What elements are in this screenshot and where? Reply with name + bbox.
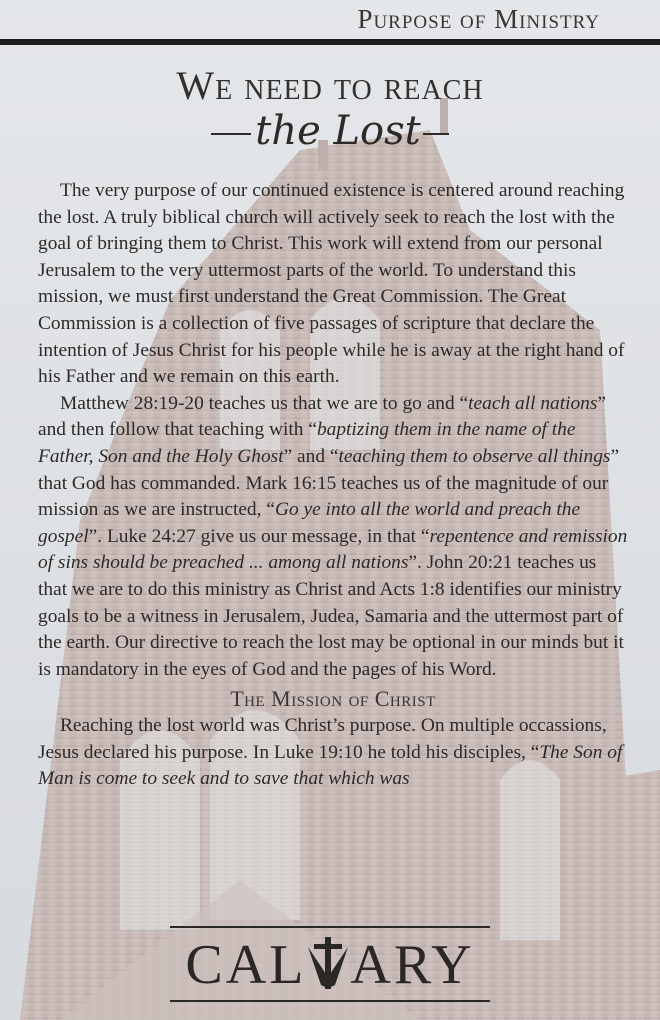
scripture-quote: Go ye into all the world and preach the gospel — [38, 499, 581, 547]
main-title: We need to reach — [176, 63, 484, 108]
calvary-logo — [170, 926, 490, 1006]
logo-rule-top — [170, 926, 490, 928]
paragraph-mission — [38, 713, 628, 793]
script-flourish-right — [423, 133, 449, 135]
text-run: ”. Luke 24:27 give us our message, in that “ — [88, 525, 430, 547]
scripture-quote: teaching them to observe all things — [338, 445, 611, 467]
header-rule — [0, 39, 660, 45]
paragraph-commission — [38, 391, 628, 684]
scripture-quote: The Son of Man is come to seek and to save that which was — [38, 741, 623, 790]
body-text — [38, 178, 628, 793]
paragraph-intro: The very purpose of our continued existence is centered around reaching the lost. A truly biblical church will actively seek to reach the lost with the goal of bringing them to Christ. This work will extend from our personal Jerusalem to the very uttermost parts of the world. To understand this mission, we must first understand the Great Commission. The Great Commission is a collection of five passages of scripture that declare the intention of Jesus Christ for his people while he is away at the right hand of his Father and we remain on this earth. — [38, 180, 625, 388]
scripture-quote: repentence and remission of sins should be preached ... among all nations — [38, 525, 628, 574]
scripture-quote: teach all nations — [468, 392, 598, 414]
text-run: ” that God has commanded. Mark 16:15 teaches us of the magnitude of our mission as we are instructed, “ — [38, 445, 620, 521]
logo-wordmark — [170, 934, 490, 996]
section-title: The Mission of Christ — [230, 686, 436, 712]
text-run: Matthew 28:19-20 teaches us that we are to go and “ — [60, 392, 469, 414]
script-flourish-left — [211, 133, 251, 135]
logo-text-left: CAL — [185, 934, 307, 996]
text-run: ”. John 20:21 teaches us that we are to do this ministry as Christ and Acts 1:8 identifies our ministry goals to be a witness in Jerusalem, Judea, Samaria and the uttermost part of the earth. Our directive to reach the lost may be optional in our minds but it is mandatory in the eyes of God and the pages of his Word. — [38, 552, 624, 680]
logo-text-right: ARY — [350, 934, 475, 996]
cross-nails-icon — [306, 937, 350, 989]
text-run: Reaching the lost world was Christ’s purpose. On multiple occassions, Jesus declared his purpose. In Luke 19:10 he told his disciples, “ — [38, 715, 607, 763]
logo-rule-bottom — [170, 1000, 490, 1002]
script-title — [0, 108, 660, 154]
scripture-quote: baptizing them in the name of the Father, Son and the Holy Ghost — [38, 419, 576, 467]
text-run: ” and “ — [283, 445, 339, 467]
text-run: ” and then follow that teaching with “ — [38, 392, 607, 441]
script-title-text: the Lost — [255, 108, 421, 154]
header-title: Purpose of Ministry — [357, 4, 600, 34]
